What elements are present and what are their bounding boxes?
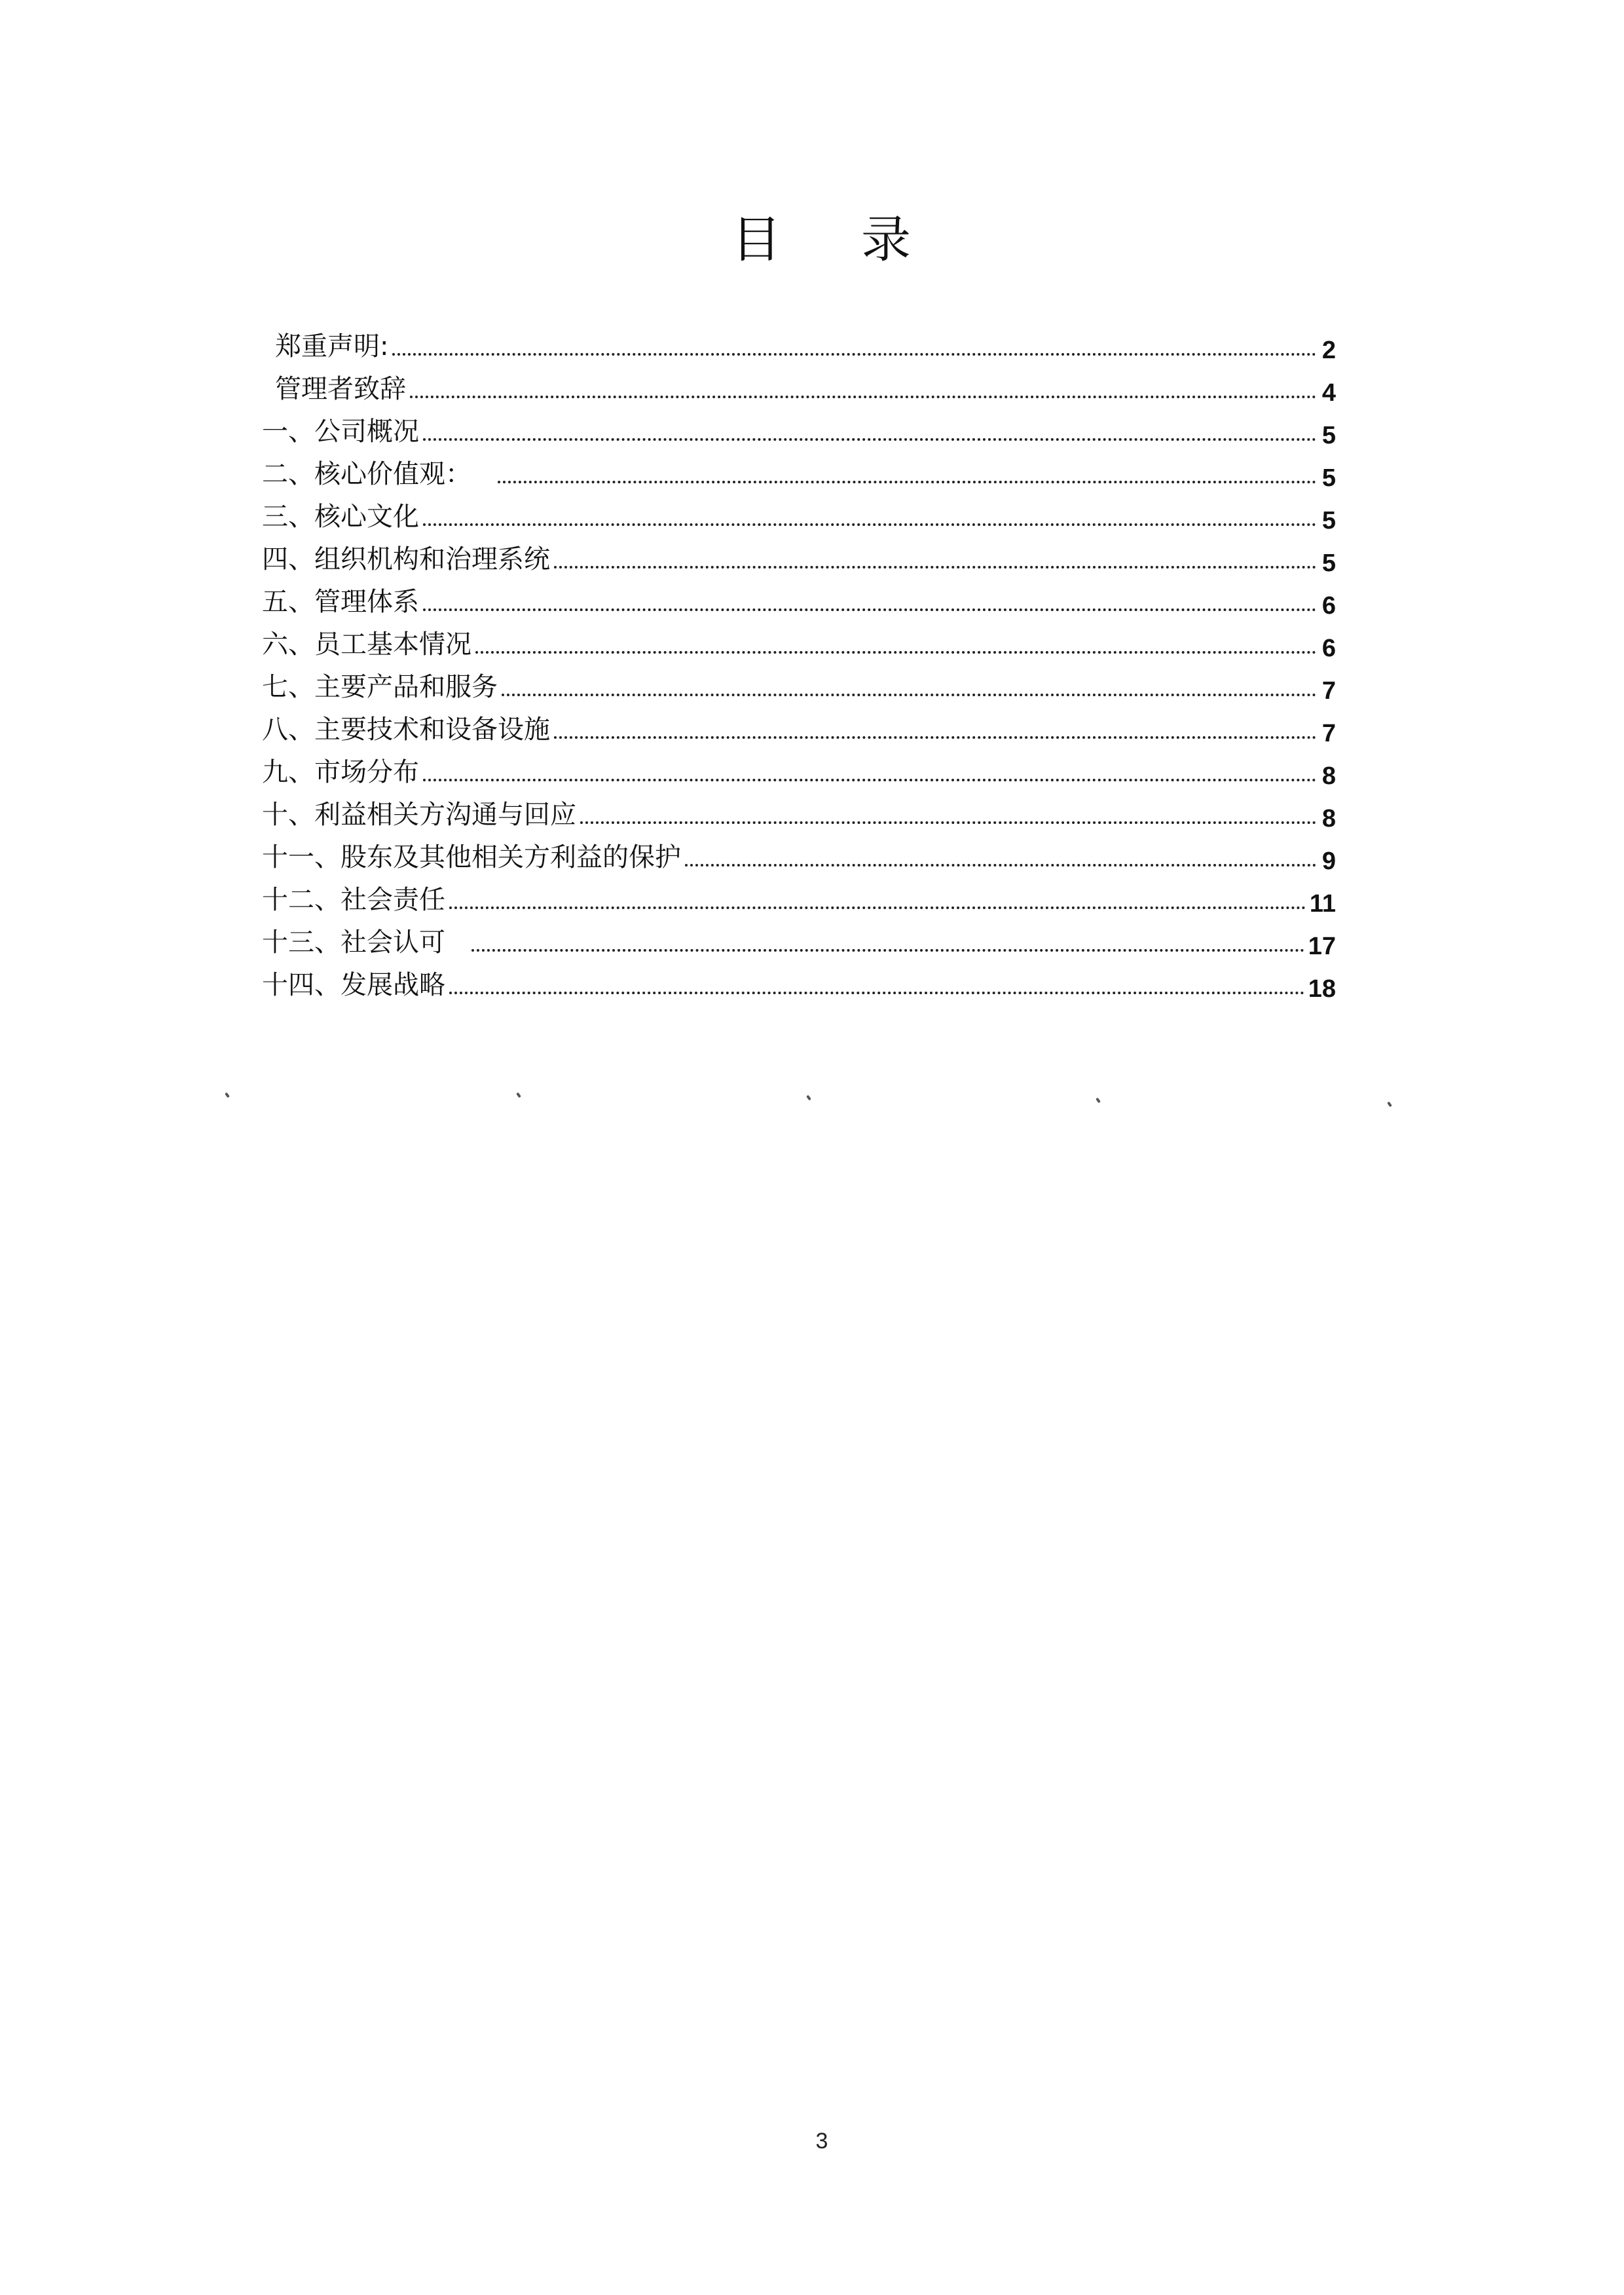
toc-entry-label: 郑重声明:	[275, 331, 389, 362]
dot-leader	[554, 736, 1316, 739]
toc-entry-label: 六、员工基本情况	[262, 629, 471, 660]
table-of-contents	[262, 321, 1336, 1002]
dot-leader	[410, 396, 1316, 398]
dot-leader	[580, 821, 1316, 824]
toc-entry-products-services[interactable]	[262, 662, 1336, 704]
toc-entry-company-overview[interactable]	[262, 406, 1336, 449]
toc-entry-label: 管理者致辞	[275, 374, 406, 404]
toc-entry-label: 八、主要技术和设备设施	[262, 715, 550, 745]
toc-entry-shareholder-protection[interactable]	[262, 832, 1336, 874]
dot-leader	[685, 864, 1316, 867]
toc-entry-statement[interactable]	[262, 321, 1336, 364]
toc-entry-page: 7	[1321, 677, 1336, 705]
toc-entry-stakeholder-communication[interactable]	[262, 789, 1336, 832]
toc-entry-label: 九、市场分布	[262, 757, 419, 787]
toc-entry-label: 七、主要产品和服务	[262, 672, 498, 702]
toc-entry-core-culture[interactable]	[262, 491, 1336, 534]
toc-entry-page: 5	[1321, 422, 1336, 449]
toc-entry-label: 四、组织机构和治理系统	[262, 544, 550, 574]
toc-entry-page: 5	[1321, 550, 1336, 577]
dot-leader	[498, 481, 1316, 483]
toc-entry-page: 5	[1321, 464, 1336, 492]
toc-entry-page: 8	[1321, 805, 1336, 832]
toc-entry-page: 11	[1309, 890, 1336, 918]
toc-entry-page: 9	[1321, 848, 1336, 875]
toc-entry-label: 二、核心价值观：	[262, 459, 471, 489]
dot-leader	[449, 906, 1306, 909]
toc-entry-social-responsibility[interactable]	[262, 874, 1336, 917]
dot-leader	[392, 353, 1316, 356]
dot-leader	[449, 992, 1304, 994]
dot-leader	[475, 651, 1316, 654]
toc-entry-label: 一、公司概况	[262, 417, 419, 447]
toc-entry-label: 十四、发展战略	[262, 970, 445, 1000]
toc-entry-label: 三、核心文化	[262, 502, 419, 532]
toc-entry-management-system[interactable]	[262, 576, 1336, 619]
dot-leader	[502, 694, 1316, 696]
scan-speck	[806, 1095, 811, 1101]
dot-leader	[423, 438, 1316, 441]
dot-leader	[554, 566, 1316, 569]
toc-entry-market-distribution[interactable]	[262, 747, 1336, 789]
toc-entry-page: 2	[1321, 337, 1336, 364]
toc-entry-page: 17	[1308, 933, 1336, 960]
toc-entry-label: 十三、社会认可	[262, 927, 445, 958]
toc-entry-organization-governance[interactable]	[262, 534, 1336, 576]
toc-entry-label: 十二、社会责任	[262, 885, 445, 915]
toc-entry-page: 7	[1321, 720, 1336, 747]
toc-entry-management-address[interactable]	[262, 364, 1336, 406]
toc-entry-page: 4	[1321, 379, 1336, 407]
dot-leader	[471, 949, 1304, 952]
page-number: 3	[815, 2129, 828, 2154]
dot-leader	[423, 523, 1316, 526]
toc-entry-label: 十、利益相关方沟通与回应	[262, 800, 576, 830]
dot-leader	[423, 608, 1316, 611]
toc-entry-page: 18	[1308, 975, 1336, 1003]
toc-entry-development-strategy[interactable]	[262, 960, 1336, 1002]
toc-entry-page: 6	[1321, 592, 1336, 620]
page-title-char-2: 录	[861, 210, 912, 269]
toc-entry-social-recognition[interactable]	[262, 917, 1336, 960]
page-title	[0, 200, 1624, 271]
toc-entry-core-values[interactable]	[262, 449, 1336, 491]
toc-entry-page: 5	[1321, 507, 1336, 534]
page-title-char-1: 目	[731, 210, 783, 269]
dot-leader	[423, 779, 1316, 781]
toc-entry-label: 十一、股东及其他相关方利益的保护	[262, 842, 681, 872]
toc-entry-page: 8	[1321, 762, 1336, 790]
scan-speck	[516, 1092, 521, 1098]
scan-speck	[1096, 1098, 1101, 1104]
toc-entry-page: 6	[1321, 635, 1336, 662]
toc-entry-employee-info[interactable]	[262, 619, 1336, 662]
toc-entry-label: 五、管理体系	[262, 587, 419, 617]
toc-entry-technology-equipment[interactable]	[262, 704, 1336, 747]
scan-speck	[225, 1092, 230, 1098]
scan-speck	[1387, 1102, 1392, 1108]
